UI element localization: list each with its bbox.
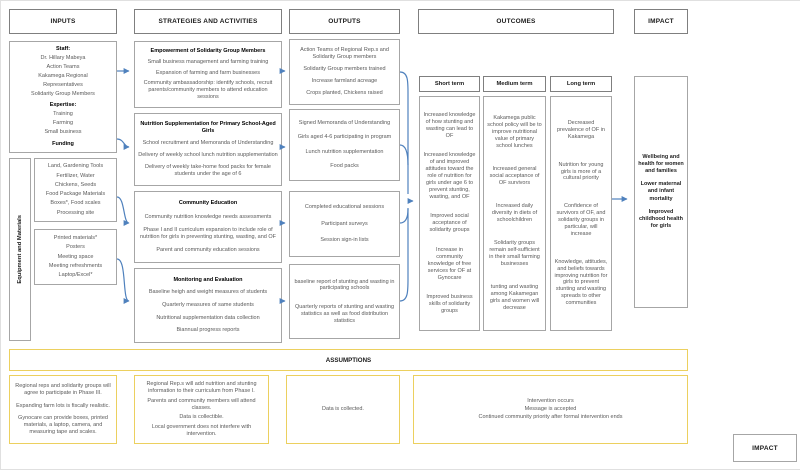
strategy-title: Community Education <box>178 200 238 207</box>
column-header-outputs: OUTPUTS <box>289 9 400 34</box>
outcome-item: Improved business skills of solidarity groups <box>426 294 473 315</box>
outcome-item: tunting and wasting among Kakamegan girls and women will decrease <box>489 284 540 311</box>
strategy-item: Community nutrition knowledge needs assessments <box>144 213 272 220</box>
impact-box <box>634 76 688 308</box>
strategy-item: Expansion of farming and farm businesses <box>156 69 260 76</box>
material-line: Fertilizer, Water <box>56 172 95 179</box>
impact-item: Improved childhood health for girls <box>639 208 683 229</box>
assumption-item: Intervention occurs <box>527 398 574 405</box>
strategy-item: Small business management and farming training <box>147 58 269 65</box>
material-line: Food Package Materials <box>45 191 106 198</box>
staff-line: Action Teams <box>46 63 80 70</box>
outcome-item: Kakamega public school policy will be to improve nutritional value of primary school lunches <box>487 115 542 149</box>
material-line: Processing site <box>56 209 95 216</box>
output-item: Session sign-in lists <box>320 237 369 244</box>
strategy-title: Nutrition Supplementation for Primary School-Aged Girls <box>140 121 276 135</box>
outcome-item: Knowledge, attitudes, and beliefs towards improving nutrition for girls to prevent stunting and wasting spreads to other communities <box>554 258 608 307</box>
material-line: Meeting refreshments <box>48 263 103 269</box>
output-item: Signed Memoranda of Understanding <box>298 119 391 126</box>
outcome-item: Increased daily diversity in diets of schoolchildren <box>491 203 538 223</box>
staff-line: Kakamega Regional <box>38 72 88 79</box>
output-item: Increase farmland acreage <box>311 78 378 84</box>
staff-line: Representatives <box>43 81 83 88</box>
material-line: Laptop/Excel* <box>58 272 93 279</box>
outcomes-long-term-box <box>550 96 612 331</box>
assumptions-header-label: ASSUMPTIONS <box>325 356 372 364</box>
outputs-box-4 <box>289 264 400 339</box>
material-line: Chickens, Seeds <box>54 181 97 188</box>
strategy-item: Phase I and II curriculum expansion to include role of nutrition for girls in preventing stunting, wasting, and OF <box>139 226 277 240</box>
equipment-materials-label: Equipment and Materials <box>17 215 23 284</box>
strategy-item: Biannual progress reports <box>176 327 240 334</box>
expertise-heading: Expertise: <box>49 102 77 109</box>
assumptions-box-1 <box>9 375 117 444</box>
column-header-outcomes: OUTCOMES <box>418 9 614 34</box>
output-item: Food packs <box>330 163 359 170</box>
bracket-output-3 <box>400 209 408 223</box>
output-item: Participant surveys <box>321 220 368 227</box>
assumption-item: Expanding farm lots is fiscally realistic. <box>16 402 110 409</box>
outputs-box-2 <box>289 109 400 181</box>
column-header-impact: IMPACT <box>634 9 688 34</box>
bracket-output-4 <box>400 208 408 301</box>
output-item: Action Teams of Regional Rep.s and Solidarity Group members <box>300 47 389 60</box>
outcome-header-short-term: Short term <box>419 76 480 92</box>
assumptions-box-2 <box>134 375 269 444</box>
outcome-item: Increase in community knowledge of free services for OF at Gynocare <box>427 247 472 281</box>
outputs-box-1 <box>289 39 400 105</box>
outcome-item: Confidence of survivors of OF, and solidarity groups in particular, will increase <box>556 203 606 237</box>
assumption-item: Local government does not interfere with intervention. <box>151 424 252 438</box>
output-item: Quarterly reports of stunting and wasting statistics as well as food distribution statistics <box>294 303 395 324</box>
assumption-item: Data is collected. <box>322 406 364 413</box>
assumption-item: Regional Rep.s will add nutrition and stunting information to their curriculum from Phase I. <box>146 380 257 394</box>
outcome-header-medium-term: Medium term <box>483 76 546 92</box>
impact-item: Lower maternal and infant mortality <box>640 181 682 202</box>
inputs-materials-box-1 <box>34 158 117 222</box>
strategy-item: School recruitment and Memoranda of Understanding <box>142 140 274 147</box>
inputs-materials-box-2 <box>34 229 117 285</box>
strategy-item: Nutritional supplementation data collection <box>156 314 260 321</box>
bracket-output-1 <box>400 72 408 194</box>
strategy-box-monitoring-evaluation <box>134 268 282 343</box>
outcomes-short-term-box <box>419 96 480 331</box>
strategy-item: Community ambassadorship: identify schools, recruit parents/community members to attend education sessions <box>143 80 273 101</box>
footer-impact-box: IMPACT <box>733 434 797 462</box>
outcome-item: Solidarity groups remain self-sufficient in their small farming businesses <box>489 240 540 267</box>
strategy-item: Delivery of weekly school lunch nutrition supplementation <box>138 152 278 159</box>
output-item: Completed educational sessions <box>304 203 385 210</box>
bracket-output-2 <box>400 145 408 165</box>
arrow-inputs-to-strategy-2 <box>117 139 129 147</box>
column-header-strategies: STRATEGIES AND ACTIVITIES <box>134 9 282 34</box>
staff-line: Solidarity Group Members <box>31 90 95 97</box>
equipment-materials-label-box <box>9 158 31 341</box>
strategy-box-empowerment <box>134 41 282 108</box>
funding-heading: Funding <box>52 141 74 148</box>
material-line: Boxes*, Food scales <box>50 200 101 207</box>
assumption-item: Parents and community members will attend classes. <box>147 397 256 411</box>
strategy-box-nutrition-supplementation <box>134 113 282 186</box>
staff-heading: Staff: <box>55 46 71 53</box>
assumption-item: Data is collectible. <box>179 414 224 421</box>
outcome-item: Nutrition for young girls is more of a cultural priority <box>558 161 604 182</box>
output-item: Lunch nutrition supplementation <box>305 148 384 155</box>
output-item: Solidarity Group members trained <box>303 66 386 72</box>
strategy-title: Empowerment of Solidarity Group Members <box>150 47 266 54</box>
assumptions-box-4 <box>413 375 688 444</box>
strategy-box-community-education <box>134 191 282 263</box>
strategy-title: Monitoring and Evaluation <box>173 276 243 283</box>
material-line: Posters <box>66 244 85 251</box>
outcome-item: Decreased prevalence of OF in Kakamega <box>557 120 605 140</box>
arrow-inputs-to-strategy-4 <box>117 259 129 301</box>
material-line: Meeting space <box>57 253 94 260</box>
outcome-item: Increased knowledge of how stunting and wasting can lead to OF <box>423 111 476 139</box>
assumptions-box-3 <box>286 375 400 444</box>
expertise-line: Farming <box>52 120 74 127</box>
strategy-item: Baseline heigh and weight measures of students <box>148 289 268 296</box>
outcome-item: Improved social acceptance of solidarity groups <box>429 213 470 234</box>
material-line: Printed materials* <box>53 234 98 241</box>
outcome-header-long-term: Long term <box>550 76 612 92</box>
strategy-item: Quarterly measures of same students <box>162 302 254 309</box>
output-item: Crops planted, Chickens raised <box>306 90 383 96</box>
strategy-item: Parent and community education sessions <box>156 246 260 253</box>
material-line: Land, Gardening Tools <box>47 163 104 170</box>
expertise-line: Training <box>53 111 73 118</box>
outcome-item: Increased knowledge of and improved attitudes toward the role of nutrition for girls under age 6 to prevent stunting, wasting, and OF <box>423 152 476 200</box>
assumption-item: Continued community priority after formal intervention ends <box>478 413 623 420</box>
expertise-line: Small business <box>44 129 82 136</box>
assumptions-header <box>9 349 688 371</box>
outcomes-medium-term-box <box>483 96 546 331</box>
assumption-item: Regional reps and solidarity groups will agree to participate in Phase III. <box>15 383 111 397</box>
output-item: Girls aged 4-6 participating in program <box>297 134 392 141</box>
output-item: baseline report of stunting and wasting in participating schools <box>294 278 395 292</box>
column-header-inputs: INPUTS <box>9 9 117 34</box>
strategy-item: Delivery of weekly take-home food packs for female students under the age of 6 <box>145 164 271 177</box>
outcome-item: Increased general social acceptance of OF survivors <box>489 166 540 186</box>
arrow-inputs-to-strategy-3 <box>117 197 129 223</box>
assumption-item: Message is accepted <box>524 406 577 413</box>
outputs-box-3 <box>289 191 400 257</box>
inputs-staff-box <box>9 41 117 153</box>
assumption-item: Gynocare can provide boxes, printed materials, a laptop, camera, and measuring tape and scales. <box>18 414 108 435</box>
impact-item: Wellbeing and health for women and families <box>638 153 684 175</box>
staff-line: Dr. Hillary Mabeya <box>40 54 86 61</box>
